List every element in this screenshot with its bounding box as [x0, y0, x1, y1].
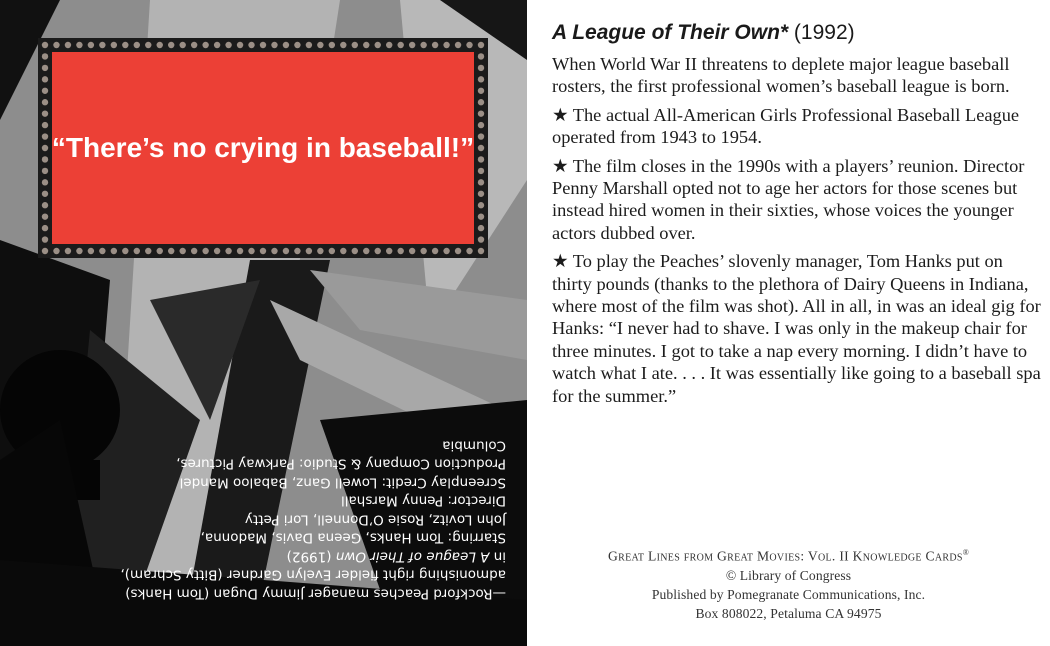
marquee-bulb — [478, 248, 484, 254]
film-title: A League of Their Own* — [552, 21, 789, 44]
marquee-bulb — [478, 122, 484, 128]
credit-line-attribution: —Rockford Peaches manager Jimmy Dugan (Tom Hanks) — [125, 585, 506, 602]
marquee-bulb — [306, 248, 312, 254]
marquee-bulb — [225, 248, 231, 254]
marquee-bulb — [145, 42, 151, 48]
marquee-bulb — [478, 42, 484, 48]
card-info-panel — [527, 0, 1050, 646]
marquee-bulb — [42, 248, 48, 254]
film-year: (1992) — [788, 21, 855, 44]
marquee-bulb — [271, 42, 277, 48]
marquee-bulb — [42, 191, 48, 197]
credit-line-screenplay: Screenplay Credit: Lowell Ganz, Babaloo Mandel — [179, 474, 506, 491]
fact-paragraph-2: ★ The film closes in the 1990s with a players’ reunion. Director Penny Marshall opted not to age her actors for those scenes but instead hired women in their sixties, whose voices the younger actors dubbed over. — [552, 155, 1025, 243]
marquee-bulb — [76, 42, 82, 48]
marquee-bulb — [214, 248, 220, 254]
marquee-bulb — [111, 42, 117, 48]
marquee-bulb — [122, 42, 128, 48]
marquee-bulb — [53, 248, 59, 254]
credits-upside-down — [30, 436, 506, 603]
marquee-bulb — [42, 202, 48, 208]
marquee-bulb — [122, 248, 128, 254]
marquee-bulb — [466, 42, 472, 48]
marquee-bulb — [340, 248, 346, 254]
registered-mark: ® — [962, 548, 969, 557]
credit-line-production: Production Company & Studio: Parkway Pictures, — [176, 456, 506, 472]
marquee-bulb — [179, 42, 185, 48]
marquee-bulb — [478, 65, 484, 71]
marquee-bulb — [53, 42, 59, 48]
film-description — [552, 53, 1044, 413]
marquee-bulb — [42, 133, 48, 139]
marquee-bulb — [88, 42, 94, 48]
marquee-bulb — [478, 88, 484, 94]
marquee-bulb — [134, 42, 140, 48]
marquee-bulb — [375, 42, 381, 48]
marquee-bulb — [202, 42, 208, 48]
marquee-bulb — [375, 248, 381, 254]
quote-panel — [52, 52, 474, 244]
credit-line-starring-2: John Lovitz, Rosie O’Donnell, Lori Petty — [244, 511, 506, 528]
copyright-line: © Library of Congress — [725, 567, 852, 583]
marquee-bulb — [478, 236, 484, 242]
marquee-bulb — [42, 145, 48, 151]
marquee-bulb — [478, 179, 484, 185]
marquee-bulb — [191, 248, 197, 254]
marquee-bulb — [443, 42, 449, 48]
marquee-bulb — [478, 202, 484, 208]
marquee-bulb — [420, 248, 426, 254]
marquee-bulb — [294, 248, 300, 254]
marquee-bulb — [478, 145, 484, 151]
marquee-bulb — [157, 42, 163, 48]
fact-paragraph-3: ★ To play the Peaches’ slovenly manager, Tom Hanks put on thirty pounds (thanks to the plethora of Dairy Queens in Indiana, where most of the film was shot). All in all, in was an ideal gig for Hanks: “I never had to shave. I was only in the makeup chair for three minutes. I got to take a nap every morning. I didn’t have to watch what I ate. . . . It was essentially like going to a baseball spa for the summer.” — [552, 251, 1041, 406]
intro-paragraph: When World War II threatens to deplete major league baseball rosters, the first professional women’s baseball league is born. — [552, 54, 1010, 97]
marquee-bulb — [65, 42, 71, 48]
marquee-bulb — [42, 99, 48, 105]
marquee-bulb — [248, 42, 254, 48]
credit-line-studio: Columbia — [442, 437, 506, 454]
marquee-bulb — [271, 248, 277, 254]
marquee-bulb — [42, 236, 48, 242]
marquee-bulb — [478, 225, 484, 231]
marquee-bulb — [202, 248, 208, 254]
marquee-bulb — [409, 248, 415, 254]
marquee-bulb — [317, 248, 323, 254]
marquee-bulb — [478, 110, 484, 116]
marquee-bulb — [478, 191, 484, 197]
marquee-bulb — [260, 42, 266, 48]
publisher-line: Published by Pomegranate Communications, Inc. — [651, 586, 926, 602]
marquee-bulb — [99, 42, 105, 48]
marquee-bulb — [432, 248, 438, 254]
marquee-bulb — [352, 248, 358, 254]
marquee-bulb — [168, 42, 174, 48]
marquee-bulb — [99, 248, 105, 254]
marquee-bulb — [42, 225, 48, 231]
marquee-bulb — [42, 179, 48, 185]
movie-quote: “There’s no crying in baseball!” — [51, 132, 475, 163]
quote-marquee-sign — [38, 38, 488, 258]
marquee-bulb — [352, 42, 358, 48]
marquee-bulb — [420, 42, 426, 48]
marquee-bulb — [409, 42, 415, 48]
marquee-bulb — [329, 248, 335, 254]
marquee-bulb — [42, 168, 48, 174]
marquee-bulb — [478, 213, 484, 219]
marquee-bulb — [42, 65, 48, 71]
film-heading — [552, 20, 855, 45]
marquee-bulb — [386, 42, 392, 48]
marquee-bulb — [42, 88, 48, 94]
marquee-bulb — [134, 248, 140, 254]
marquee-bulb — [283, 248, 289, 254]
marquee-bulb — [283, 42, 289, 48]
marquee-bulb — [111, 248, 117, 254]
marquee-bulb — [88, 248, 94, 254]
marquee-bulb — [42, 53, 48, 59]
marquee-bulb — [478, 99, 484, 105]
credit-line-film: in A League of Their Own (1992) — [286, 548, 506, 565]
credit-line-attribution-2: admonishing right fielder Evelyn Gardner (Bitty Schram), — [120, 567, 506, 583]
marquee-bulb — [42, 156, 48, 162]
marquee-bulb — [363, 248, 369, 254]
marquee-bulb — [466, 248, 472, 254]
marquee-bulb — [260, 248, 266, 254]
marquee-bulb — [179, 248, 185, 254]
marquee-bulb — [214, 42, 220, 48]
credit-line-starring: Starring: Tom Hanks, Geena Davis, Madonna, — [200, 530, 506, 546]
marquee-bulb — [397, 248, 403, 254]
marquee-bulb — [386, 248, 392, 254]
marquee-bulb — [191, 42, 197, 48]
series-title: Great Lines from Great Movies: Vol. II Knowledge Cards® — [608, 548, 969, 564]
marquee-bulb — [478, 168, 484, 174]
marquee-bulb — [455, 248, 461, 254]
marquee-bulb — [397, 42, 403, 48]
credit-line-director: Director: Penny Marshall — [340, 493, 506, 509]
marquee-bulb — [294, 42, 300, 48]
marquee-bulb — [478, 76, 484, 82]
address-line: Box 808022, Petaluma CA 94975 — [695, 605, 882, 621]
marquee-bulb — [478, 156, 484, 162]
marquee-bulb — [455, 42, 461, 48]
marquee-bulb — [443, 248, 449, 254]
marquee-bulb — [237, 248, 243, 254]
marquee-bulb — [168, 248, 174, 254]
marquee-bulb — [478, 53, 484, 59]
marquee-bulb — [42, 76, 48, 82]
marquee-bulb — [145, 248, 151, 254]
marquee-bulb — [478, 133, 484, 139]
marquee-bulb — [225, 42, 231, 48]
marquee-bulb — [317, 42, 323, 48]
marquee-bulb — [432, 42, 438, 48]
marquee-bulb — [248, 248, 254, 254]
marquee-bulb — [363, 42, 369, 48]
marquee-bulb — [157, 248, 163, 254]
marquee-bulb — [306, 42, 312, 48]
marquee-bulb — [76, 248, 82, 254]
marquee-bulb — [42, 122, 48, 128]
credit-film-title: A League of Their Own — [335, 548, 490, 565]
marquee-bulb — [65, 248, 71, 254]
marquee-bulb — [340, 42, 346, 48]
marquee-bulb — [42, 213, 48, 219]
marquee-bulb — [329, 42, 335, 48]
marquee-bulb — [237, 42, 243, 48]
fact-paragraph-1: ★ The actual All-American Girls Professional Baseball League operated from 1943 to 1954. — [552, 104, 1020, 148]
publisher-footer — [527, 543, 1050, 623]
marquee-bulb — [42, 110, 48, 116]
marquee-bulb — [42, 42, 48, 48]
